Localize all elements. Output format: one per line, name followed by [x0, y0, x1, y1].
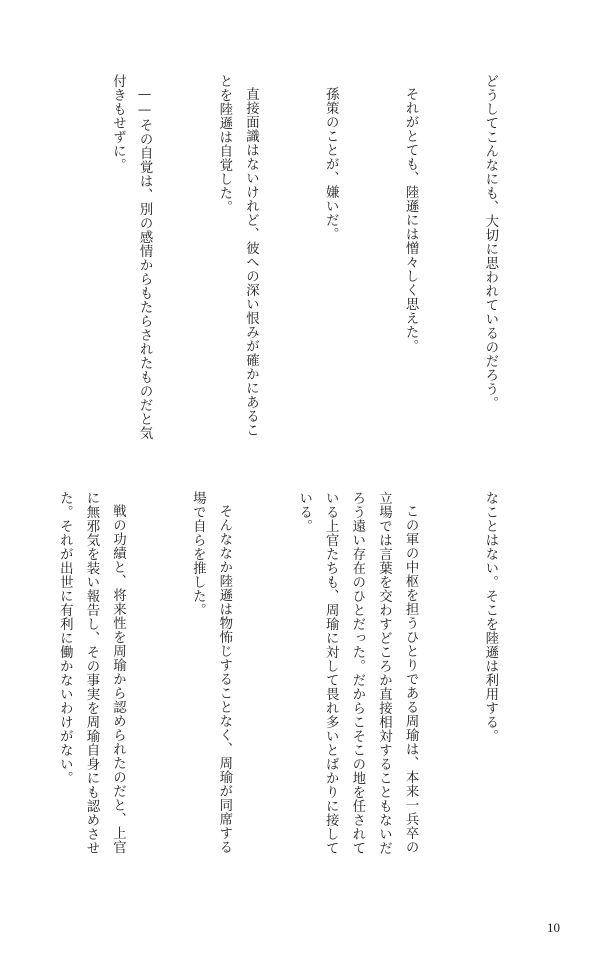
paragraph: 戦の功績と、将来性を周瑜から認められたのだと、上官に無邪気を装い報告し、その事実を周瑜自身にも認めさせた。それが出世に有利に働かないわけがない。 — [57, 491, 126, 855]
paragraph: それがとても、陸遜には憎々しく思えた。 — [403, 87, 419, 354]
paragraph: なことはない。そこを陸遜は利用する。 — [482, 491, 498, 743]
paragraph: そんななか陸遜は物怖じすることなく、周瑜が同席する場で自らを推した。 — [190, 491, 232, 855]
paragraph: 孫策のことが、嫌いだ。 — [323, 87, 339, 242]
page-number: 10 — [547, 920, 560, 935]
paragraph: 直接面識はないけれど、彼への深い恨みが確かにあることを陸遜は自覚した。 — [216, 74, 259, 438]
paragraph: どうしてこんなにも、大切に思われているのだろう。 — [482, 74, 498, 410]
paragraph: この軍の中枢を担うひとりである周瑜は、本来一兵卒の立場では言葉を交わすどころか直接相対することもないだろう遠い存在のひとだった。だからこそこの地を任されている上官たちも、周瑜に対して畏れ多いとばかりに接している。 — [296, 491, 419, 855]
upper-text-column — [46, 74, 556, 446]
paragraph: ——その自覚は、別の感情からもたらされたものだと気付きもせずに。 — [110, 74, 153, 441]
lower-text-column — [46, 491, 556, 863]
blank-line — [46, 74, 51, 446]
